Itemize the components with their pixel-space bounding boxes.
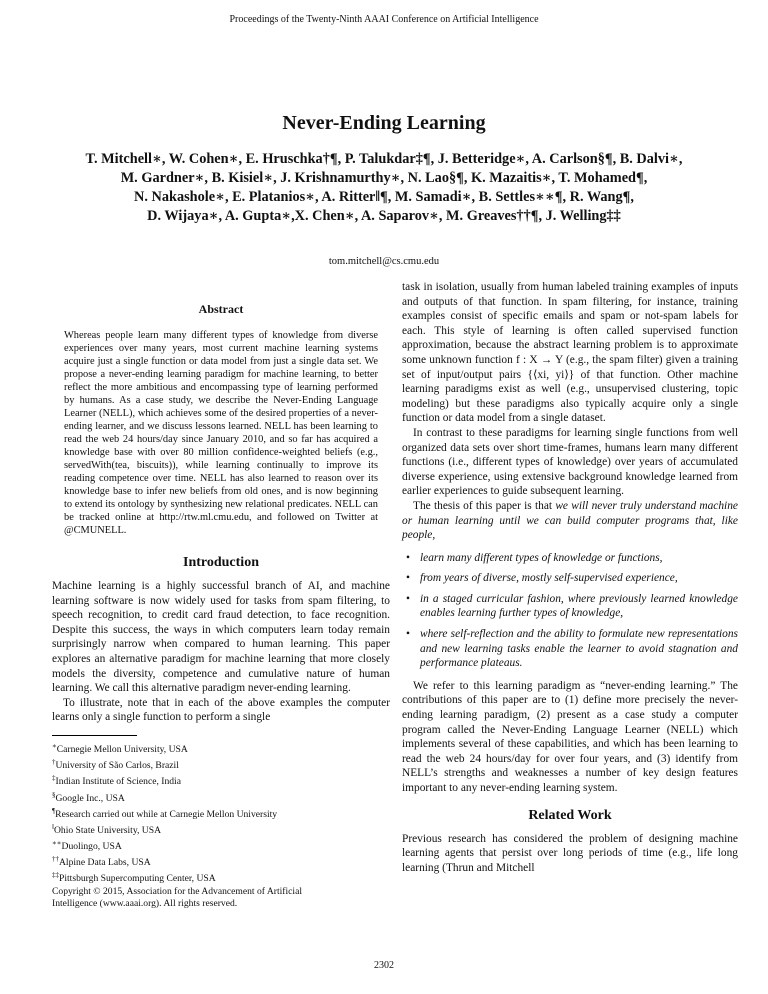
- footnote: ∗Carnegie Mellon University, USA: [52, 741, 188, 756]
- footnote: ‡‡Pittsburgh Supercomputing Center, USA: [52, 871, 216, 885]
- footnote-rule: [52, 735, 137, 736]
- author-line: D. Wijaya∗, A. Gupta∗,X. Chen∗, A. Saparov∗, M. Greaves††¶, J. Welling‡‡: [147, 208, 621, 224]
- author-line: N. Nakashole∗, E. Platanios∗, A. Ritter‖¶, M. Samadi∗, B. Settles∗∗¶, R. Wang¶,: [134, 189, 634, 205]
- venue-header: Proceedings of the Twenty-Ninth AAAI Conference on Artificial Intelligence: [229, 14, 539, 25]
- footnote: ¶Research carried out while at Carnegie Mellon University: [52, 806, 278, 820]
- author-line: M. Gardner∗, B. Kisiel∗, J. Krishnamurthy∗, N. Lao§¶, K. Mazaitis∗, T. Mohamed¶,: [120, 170, 648, 186]
- thesis-bullet: • learn many different types of knowledge or functions,: [402, 551, 738, 566]
- thesis-bullet-list: [402, 551, 738, 671]
- thesis-bullet: • from years of diverse, mostly self-supervised experience,: [402, 571, 738, 586]
- thesis-paragraph: The thesis of this paper is that we will never truly understand machine or human learning until we can build computer programs that, like people,: [402, 499, 738, 542]
- footnote: §Google Inc., USA: [52, 790, 125, 804]
- thesis-bullet: • where self-reflection and the ability to formulate new representations and new learning tasks enable the learner to avoid stagnation and performance plateaus.: [402, 627, 738, 671]
- thesis-bullet: • in a staged curricular fashion, where previously learned knowledge enables learning further types of knowledge,: [402, 592, 738, 621]
- abstract-heading: Abstract: [198, 302, 244, 316]
- contact-email: tom.mitchell@cs.cmu.edu: [328, 256, 440, 267]
- intro-paragraph-1: Machine learning is a highly successful branch of AI, and machine learning software is now widely used for tasks from spam filtering, to speech recognition, to credit card fraud detection, to face recognition. Despite this success, the ways in which computers learn today remain surprisingly narrow when compared to human learning. This paper explores an alternative paradigm for machine learning that more closely models the diversity, competence and cumulative nature of human learning. We call this alternative paradigm never-ending learning.: [52, 580, 390, 695]
- author-line: T. Mitchell∗, W. Cohen∗, E. Hruschka†¶, P. Talukdar‡¶, J. Betteridge∗, A. Carlson§¶, B. Dalvi∗,: [85, 151, 683, 167]
- body-paragraph: In contrast to these paradigms for learning single functions from well organized data sets over short time-frames, humans learn many different functions (i.e., different types of knowledge) over years of accumulated diverse experience, using extensive background knowledge learned from earlier experiences to guide subsequent learning.: [402, 426, 738, 498]
- copyright-notice: Copyright © 2015, Association for the Advancement of Artificial Intelligence (www.aaai.org). All rights reserved.: [52, 885, 303, 909]
- abstract-body: Whereas people learn many different types of knowledge from diverse experiences over many years, most current machine learning systems acquire just a single function or data model from just a single data set. We propose a never-ending learning paradigm for machine learning, to better reflect the more ambitious and encompassing type of learning performed by humans. As a case study, we describe the Never-Ending Language Learner (NELL), which achieves some of the desired properties of a never-ending learner, and we discuss lessons learned. NELL has been learning to read the web 24 hours/day since January 2010, and so far has acquired a knowledge base with over 80 million confidence-weighted beliefs (e.g., servedWith(tea, biscuits)), while learning continually to improve its reading competence over time. NELL has also learned to reason over its knowledge base to infer new beliefs from old ones, and is now beginning to extend its ontology by synthesizing new relational predicates. NELL can be tracked online at http://rtw.ml.cmu.edu, and followed on Twitter at @CMUNELL.: [64, 330, 378, 536]
- footnote: ‡Indian Institute of Science, India: [52, 774, 181, 788]
- related-work-heading: Related Work: [528, 807, 612, 823]
- footnote: ††Alpine Data Labs, USA: [52, 855, 151, 869]
- body-paragraph: task in isolation, usually from human labeled training examples of inputs and outputs of that function. In spam filtering, for instance, training examples consist of specific emails and spam or not-spam labels for each. This style of learning is often called supervised function approximation, because the abstract learning problem is to approximate some unknown function f : X → Y (e.g., the spam filter) given a training set of input/output pairs {⟨xi, yi⟩} of that function. Other machine learning paradigms exist as well (e.g., unsupervised clustering, topic modeling) but these paradigms also typically acquire only a single function or data model from a single dataset.: [402, 281, 738, 425]
- left-column: [52, 302, 390, 910]
- footnote: ‖Ohio State University, USA: [52, 822, 162, 837]
- introduction-heading: Introduction: [183, 555, 259, 570]
- intro-paragraph-2: To illustrate, note that in each of the above examples the computer learns only a single function to perform a single: [52, 696, 390, 724]
- page-number: 2302: [374, 960, 394, 971]
- related-work-paragraph: Previous research has considered the problem of designing machine learning agents that persist over long periods of time (e.g., life long learning (Thrun and Mitchell: [402, 832, 738, 874]
- affiliation-footnotes: [52, 740, 390, 886]
- footnote: †University of São Carlos, Brazil: [52, 758, 179, 772]
- footnote: ∗∗Duolingo, USA: [52, 839, 122, 853]
- right-column: [402, 280, 738, 875]
- contributions-paragraph: We refer to this learning paradigm as “never-ending learning.” The contributions of this paper are to (1) define more precisely the never-ending learning paradigm, (2) present as a case study a computer program called the Never-Ending Language Learner (NELL) which implements several of these capabilities, and which has been learning to read the web 24 hours/day for over four years, and (3) identify from NELL’s strengths and weaknesses a number of key design features important to any never-ending learning system.: [402, 679, 738, 794]
- paper-title: Never-Ending Learning: [282, 112, 486, 134]
- author-list: [40, 150, 728, 226]
